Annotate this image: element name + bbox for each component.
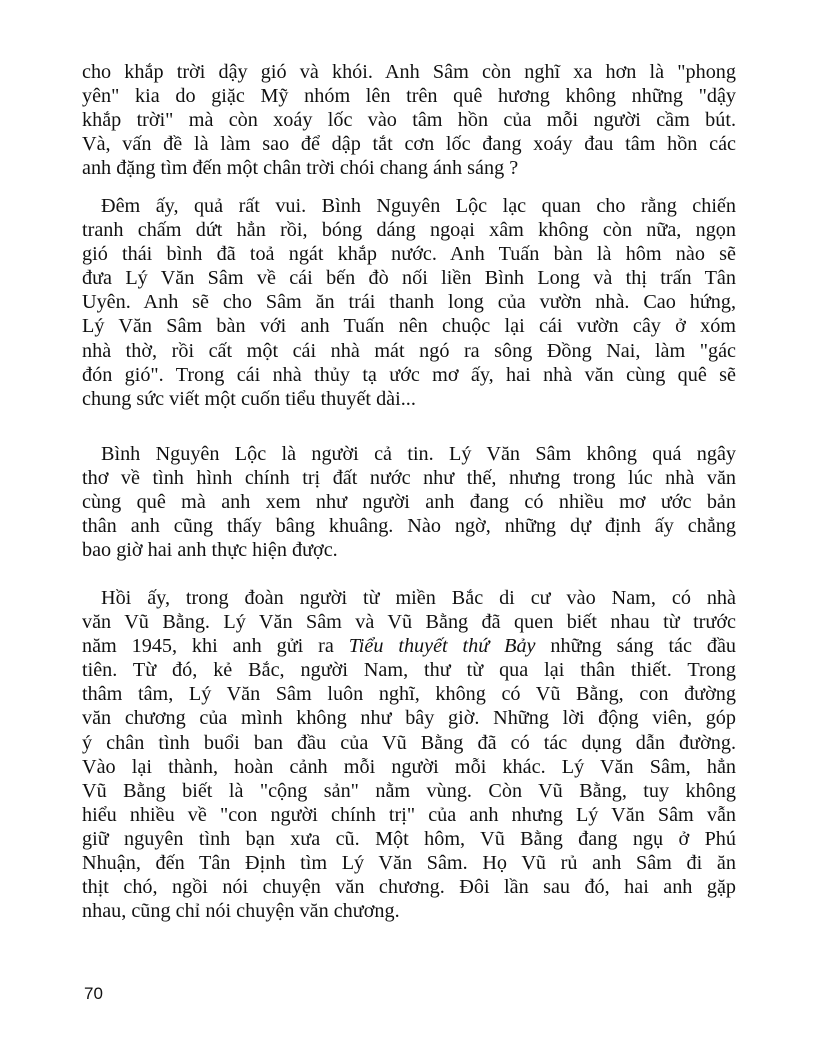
text-line: chung sức viết một cuốn tiểu thuyết dài... [82, 387, 416, 410]
text-line: cùng quê mà anh xem như người anh đang có nhiều mơ ước bản [82, 491, 736, 514]
text-line: đưa Lý Văn Sâm về cái bến đò nối liền Bình Long và thị trấn Tân [82, 267, 736, 290]
page-number: 70 [84, 984, 103, 1003]
text-line: thâm tâm, Lý Văn Sâm luôn nghĩ, không có Vũ Bằng, con đường [82, 683, 736, 706]
text-line: nhau, cũng chỉ nói chuyện văn chương. [82, 900, 400, 923]
text-line: Bình Nguyên Lộc là người cả tin. Lý Văn Sâm không quá ngây [101, 443, 736, 465]
book-title: Tiểu thuyết thứ Bảy [348, 635, 536, 658]
paragraph-4 [82, 586, 736, 923]
text-line: ý chân tình buổi ban đầu của Vũ Bằng đã có tác dụng dẫn đường. [82, 731, 736, 754]
text-line: văn Vũ Bằng. Lý Văn Sâm và Vũ Bằng đã quen biết nhau từ trước [82, 611, 736, 634]
text-line: đón gió". Trong cái nhà thủy tạ ước mơ ấy, hai nhà văn cùng quê sẽ [82, 363, 736, 386]
text-line: nhà thờ, rồi cất một cái nhà mát ngó ra sông Đồng Nai, làm "gác [82, 339, 736, 362]
paragraph-2 [82, 194, 736, 411]
text-line-with-title [82, 634, 736, 658]
text-line: gió thái bình đã toả ngát khắp nước. Anh Tuấn bàn là hôm nào sẽ [82, 243, 736, 266]
text-line: anh đặng tìm đến một chân trời chói chang ánh sáng ? [82, 157, 519, 180]
text-line: tranh chấm dứt hẳn rồi, bóng dáng ngoại xâm không còn nữa, ngọn [82, 219, 736, 242]
text-line: thân anh cũng thấy bâng khuâng. Nào ngờ, những dự định ấy chẳng [82, 515, 736, 538]
paragraph-3 [82, 442, 736, 562]
text-line: Uyên. Anh sẽ cho Sâm ăn trái thanh long của vườn nhà. Cao hứng, [82, 291, 736, 314]
text-line: bao giờ hai anh thực hiện được. [82, 539, 338, 562]
text-line: yên" kia do giặc Mỹ nhóm lên trên quê hương không những "dậy [82, 85, 736, 108]
text-line: Đêm ấy, quả rất vui. Bình Nguyên Lộc lạc quan cho rằng chiến [101, 195, 736, 217]
text-line: Vũ Bằng biết là "cộng sản" nằm vùng. Còn Vũ Bằng, tuy không [82, 779, 736, 802]
text-line: Và, vấn đề là làm sao để dập tắt cơn lốc đang xoáy đau tâm hồn các [82, 133, 736, 156]
text-line: hiểu nhiều về "con người chính trị" của anh nhưng Lý Văn Sâm vẫn [82, 803, 736, 826]
text-line: Lý Văn Sâm bàn với anh Tuấn nên chuộc lại cái vườn cây ở xóm [82, 315, 736, 338]
paragraph-1 [82, 60, 736, 180]
text-line: tiên. Từ đó, kẻ Bắc, người Nam, thư từ qua lại thân thiết. Trong [82, 659, 736, 682]
text-line: khắp trời" mà còn xoáy lốc vào tâm hồn của mỗi người cầm bút. [82, 109, 736, 132]
text-segment: những sáng tác đầu [535, 635, 737, 658]
text-line: Nhuận, đến Tân Định tìm Lý Văn Sâm. Họ Vũ rủ anh Sâm đi ăn [82, 852, 736, 875]
text-line: cho khắp trời dậy gió và khói. Anh Sâm còn nghĩ xa hơn là "phong [82, 61, 736, 83]
text-line: thịt chó, ngồi nói chuyện văn chương. Đôi lần sau đó, hai anh gặp [82, 876, 736, 899]
text-line: giữ nguyên tình bạn xưa cũ. Một hôm, Vũ Bằng đang ngụ ở Phú [82, 827, 736, 850]
text-line: văn chương của mình không như bây giờ. Những lời động viên, góp [82, 707, 736, 730]
text-line: Vào lại thành, hoàn cảnh mỗi người mỗi khác. Lý Văn Sâm, hẳn [82, 755, 736, 778]
text-line: thơ về tình hình chính trị đất nước như thế, nhưng trong lúc nhà văn [82, 467, 736, 490]
text-line: Hồi ấy, trong đoàn người từ miền Bắc di cư vào Nam, có nhà [101, 587, 736, 609]
text-segment: năm 1945, khi anh gửi ra [82, 635, 349, 658]
